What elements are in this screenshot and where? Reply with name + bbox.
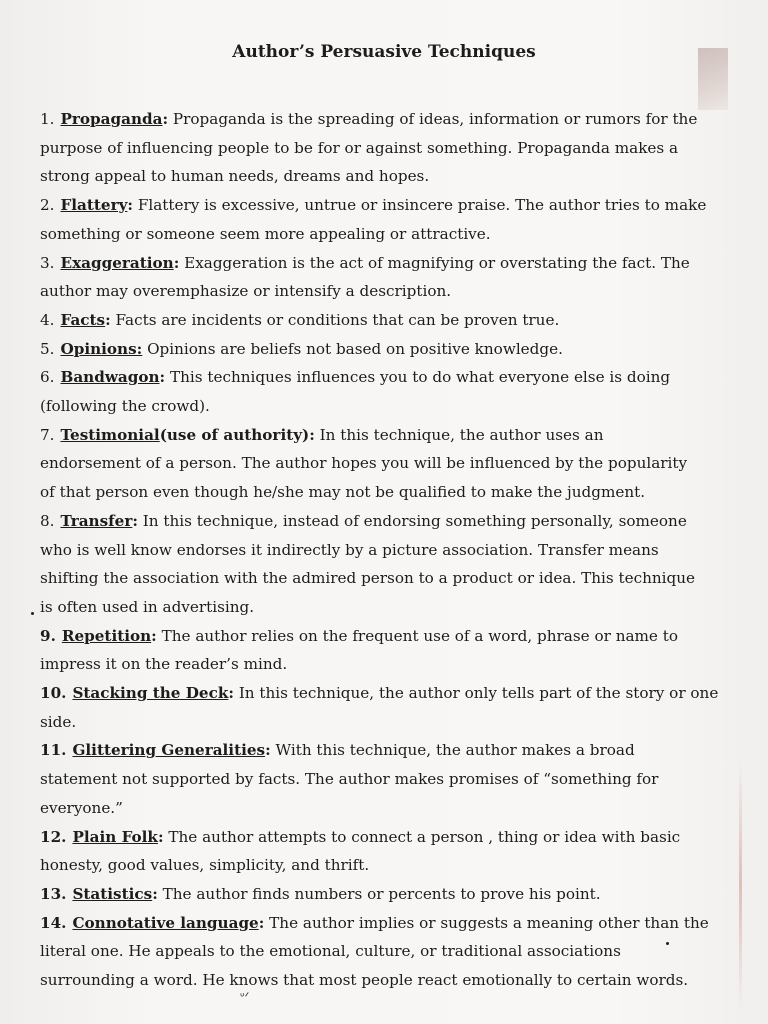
definition-continuation: surrounding a word. He knows that most people react emotionally to certain words. — [40, 971, 689, 990]
definition-continuation: everyone.” — [40, 798, 123, 817]
technique-definition: The author implies or suggests a meaning other than the — [269, 913, 709, 932]
technique-item — [40, 909, 725, 938]
definition-continuation: purpose of influencing people to be for or against something. Propaganda makes a — [40, 138, 679, 157]
definition-continuation: of that person even though he/she may not be qualified to make the judgment. — [40, 483, 646, 502]
technique-definition: Facts are incidents or conditions that can be proven true. — [115, 310, 560, 329]
definition-continuation: honesty, good values, simplicity, and thrift. — [40, 856, 370, 875]
technique-term: Glittering Generalities — [72, 741, 266, 760]
definition-continuation: is often used in advertising. — [40, 597, 255, 616]
technique-term: Exaggeration — [60, 253, 174, 272]
item-number: 8. — [40, 511, 55, 530]
technique-term: Bandwagon — [60, 368, 160, 387]
technique-item — [40, 823, 725, 852]
term-separator: : — [132, 511, 138, 530]
item-number: 7. — [40, 425, 55, 444]
technique-definition: Propaganda is the spreading of ideas, information or rumors for the — [172, 110, 698, 128]
stray-dot — [666, 942, 669, 945]
technique-definition: The author finds numbers or percents to prove his point. — [162, 884, 601, 903]
term-separator: : — [228, 684, 234, 703]
technique-definition: In this technique, instead of endorsing something personally, someone — [142, 511, 687, 530]
term-separator: : — [162, 110, 169, 128]
technique-term: Stacking the Deck — [72, 684, 229, 703]
stray-dot — [31, 612, 34, 615]
technique-item — [40, 679, 725, 708]
technique-term: Transfer — [60, 511, 133, 530]
technique-item — [40, 421, 725, 450]
item-number: 3. — [40, 253, 55, 272]
technique-item — [40, 335, 725, 364]
technique-definition: The author attempts to connect a person , thing or idea with basic — [168, 827, 681, 846]
technique-definition: Opinions are beliefs not based on positive knowledge. — [147, 339, 563, 358]
term-separator: : — [152, 884, 158, 903]
item-number: 14. — [40, 913, 67, 932]
item-number: 12. — [40, 827, 67, 846]
technique-term: Facts — [60, 310, 106, 329]
paper-edge-mark — [739, 760, 742, 1010]
technique-term: Plain Folk — [72, 827, 158, 846]
definition-continuation: something or someone seem more appealing or attractive. — [40, 224, 491, 243]
item-number: 13. — [40, 884, 67, 903]
term-separator: : — [105, 310, 111, 329]
technique-item — [40, 306, 725, 335]
term-separator: : — [157, 827, 164, 846]
technique-term: Connotative language — [72, 913, 259, 932]
technique-term: Repetition — [61, 626, 152, 645]
item-number: 1. — [40, 110, 55, 128]
term-separator: (use of authority): — [159, 425, 315, 444]
technique-term: Flattery — [60, 196, 128, 215]
technique-item — [40, 249, 725, 278]
technique-definition: In this technique, the author uses an — [319, 425, 604, 444]
item-number: 5. — [40, 339, 55, 358]
technique-item — [40, 736, 725, 765]
technique-definition: In this technique, the author only tells part of the story or one — [238, 684, 719, 703]
technique-definition: This techniques influences you to do what everyone else is doing — [169, 368, 671, 387]
technique-definition: Exaggeration is the act of magnifying or overstating the fact. The — [184, 253, 690, 272]
item-number: 4. — [40, 310, 55, 329]
term-separator: : — [173, 253, 180, 272]
technique-item — [40, 507, 725, 536]
pencil-doodle: ᐡᐟ — [239, 989, 251, 1005]
definition-continuation: author may overemphasize or intensify a description. — [40, 282, 452, 301]
technique-term: Propaganda — [60, 110, 163, 128]
definition-continuation: impress it on the reader’s mind. — [40, 655, 288, 674]
technique-item — [40, 880, 725, 909]
term-separator: : — [127, 196, 134, 215]
technique-item — [40, 363, 725, 392]
technique-definition: The author relies on the frequent use of a word, phrase or name to — [161, 626, 678, 645]
definition-continuation: who is well know endorses it indirectly by a picture association. Transfer means — [40, 540, 659, 559]
item-number: 6. — [40, 368, 55, 387]
definition-continuation: endorsement of a person. The author hopes you will be influenced by the popularity — [40, 454, 688, 473]
technique-item — [40, 105, 725, 134]
definition-continuation: strong appeal to human needs, dreams and hopes. — [40, 167, 430, 186]
term-separator: : — [159, 368, 166, 387]
item-number: 9. — [40, 626, 56, 645]
technique-definition: Flattery is excessive, untrue or insincere praise. The author tries to make — [137, 196, 707, 215]
term-separator: : — [151, 626, 157, 645]
technique-list — [40, 105, 725, 995]
item-number: 10. — [40, 684, 67, 703]
term-separator: : — [265, 741, 271, 760]
item-number: 11. — [40, 741, 67, 760]
definition-continuation: (following the crowd). — [40, 397, 210, 416]
page-title: Author’s Persuasive Techniques — [232, 42, 536, 62]
definition-continuation: side. — [40, 712, 77, 731]
technique-item — [40, 622, 725, 651]
definition-continuation: statement not supported by facts. The author makes promises of “something for — [40, 770, 659, 789]
technique-term: Statistics — [72, 884, 153, 903]
technique-definition: With this technique, the author makes a broad — [275, 741, 635, 760]
technique-term: Testimonial — [60, 425, 160, 444]
term-separator: : — [258, 913, 265, 932]
definition-continuation: literal one. He appeals to the emotional, culture, or traditional associations — [40, 942, 621, 961]
definition-continuation: shifting the association with the admired person to a product or idea. This technique — [40, 569, 696, 588]
technique-term: Opinions: — [60, 339, 143, 358]
technique-item — [40, 191, 725, 220]
item-number: 2. — [40, 196, 55, 215]
